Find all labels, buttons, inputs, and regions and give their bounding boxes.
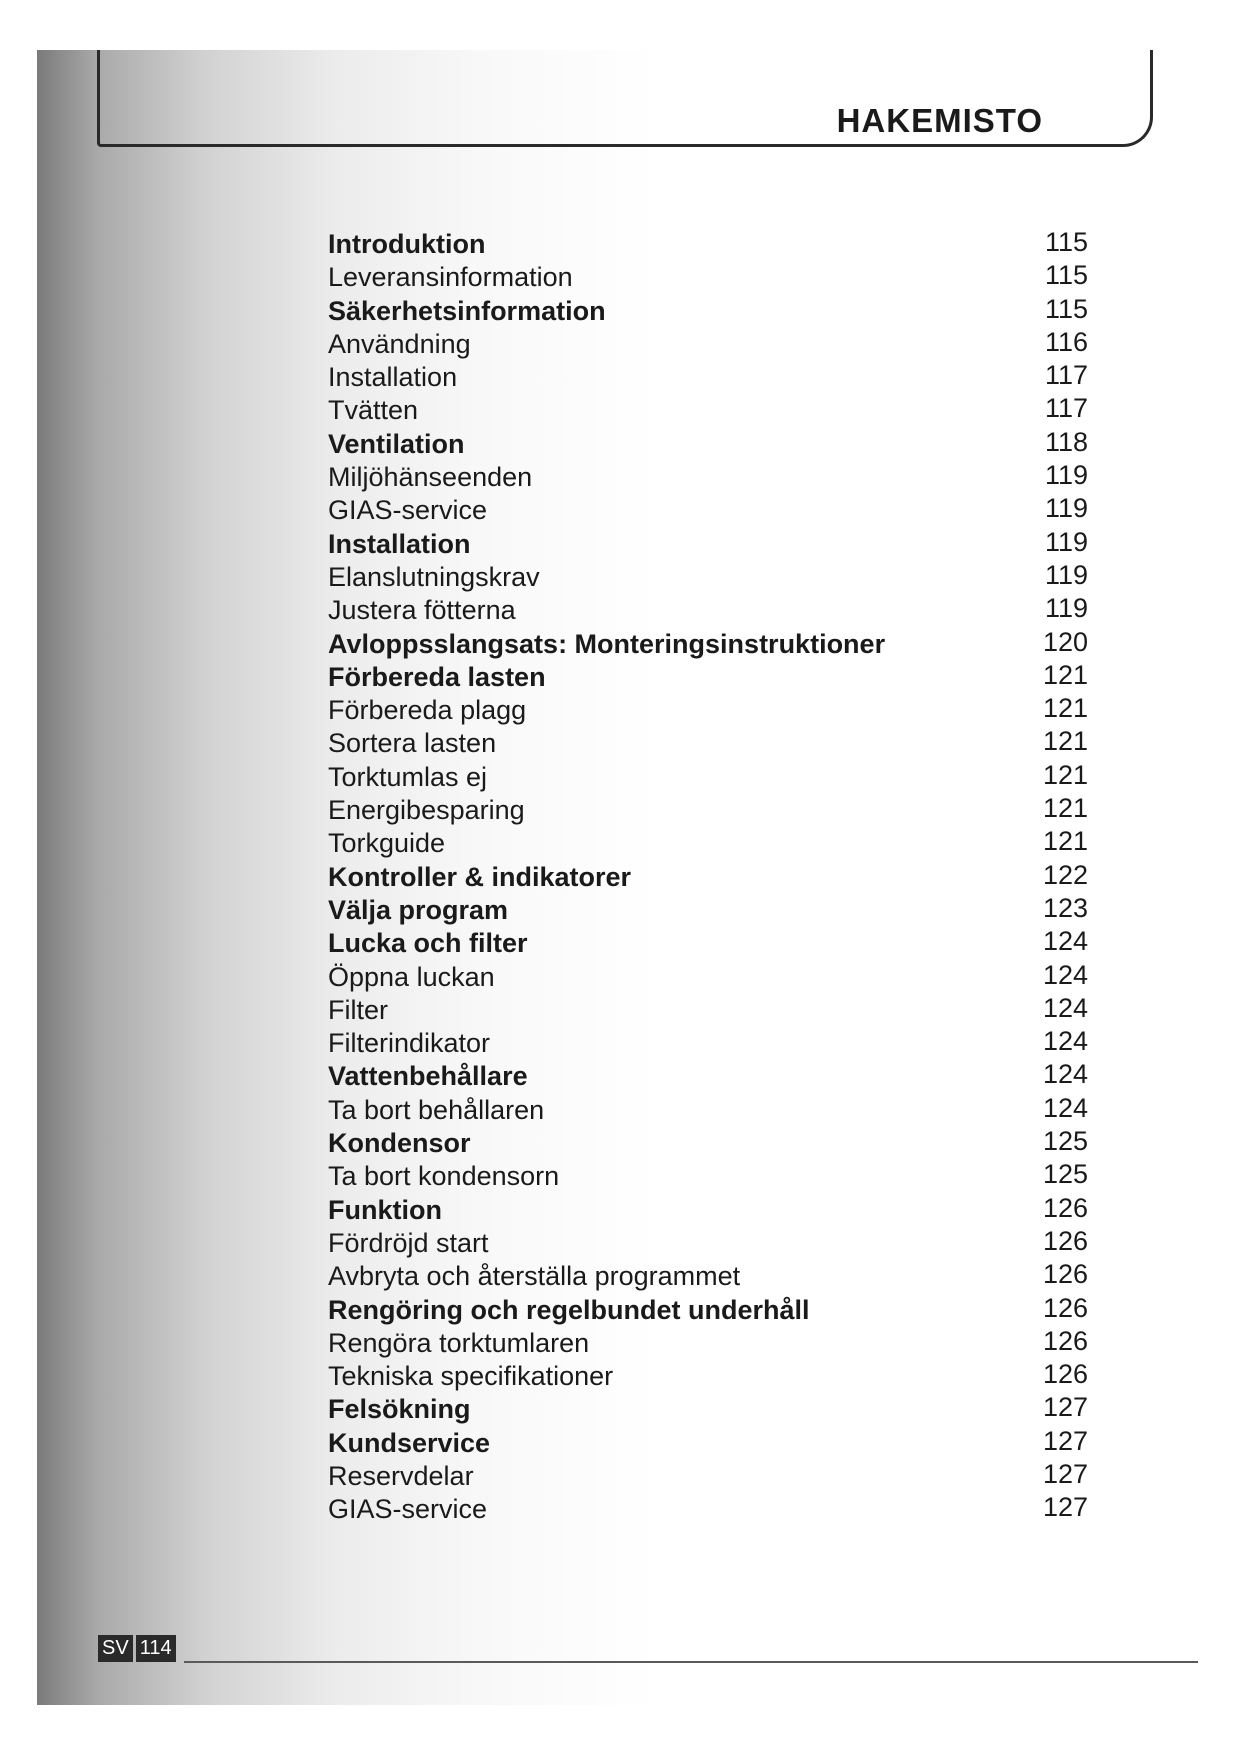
toc-entry-title: Kundservice <box>328 1427 491 1458</box>
toc-entry <box>328 1027 1088 1060</box>
toc-entry <box>328 361 1088 394</box>
toc-entry-page: 123 <box>1042 892 1088 923</box>
toc-entry <box>328 1427 1088 1460</box>
toc-entry <box>328 295 1088 328</box>
toc-entry <box>328 1393 1088 1426</box>
toc-entry-page: 126 <box>1042 1292 1088 1323</box>
toc-entry-page: 115 <box>1044 260 1088 291</box>
toc-entry-page: 124 <box>1042 959 1088 990</box>
toc-entry <box>328 1127 1088 1160</box>
toc-entry-title: Torktumlas ej <box>328 761 488 792</box>
toc-entry <box>328 628 1088 661</box>
toc-entry <box>328 528 1088 561</box>
toc-entry-page: 122 <box>1042 859 1088 890</box>
toc-entry-title: Installation <box>328 528 471 559</box>
toc-entry <box>328 661 1088 694</box>
toc-entry-page: 121 <box>1042 793 1088 824</box>
footer-badge <box>98 1635 176 1662</box>
toc-entry-title: Förbereda lasten <box>328 661 546 692</box>
toc-entry <box>328 927 1088 960</box>
toc-entry-title: Kontroller & indikatorer <box>328 861 632 892</box>
toc-entry-page: 118 <box>1044 426 1088 457</box>
toc-entry-title: Vattenbehållare <box>328 1061 528 1092</box>
toc-entry-page: 126 <box>1042 1192 1088 1223</box>
toc-entry-title: Tekniska specifikationer <box>328 1361 614 1392</box>
language-badge: SV <box>98 1635 133 1662</box>
toc-entry-page: 119 <box>1044 593 1088 624</box>
toc-entry <box>328 1160 1088 1193</box>
toc-entry <box>328 727 1088 760</box>
toc-entry <box>328 1460 1088 1493</box>
toc-entry-page: 121 <box>1042 726 1088 757</box>
toc-entry-page: 119 <box>1044 460 1088 491</box>
toc-entry <box>328 827 1088 860</box>
toc-entry-title: Avbryta och återställa programmet <box>328 1261 741 1292</box>
toc-entry-title: Felsökning <box>328 1394 471 1425</box>
toc-entry <box>328 1294 1088 1327</box>
toc-entry-title: Elanslutningskrav <box>328 561 540 592</box>
toc-entry-title: Kondensor <box>328 1128 471 1159</box>
toc-entry-page: 115 <box>1044 293 1088 324</box>
toc-entry-title: Lucka och filter <box>328 928 528 959</box>
page-title: HAKEMISTO <box>836 102 1043 139</box>
toc-entry-title: Justera fötterna <box>328 595 516 626</box>
toc-entry <box>328 1493 1088 1526</box>
toc-entry-title: GIAS-service <box>328 495 488 526</box>
toc-entry-title: Funktion <box>328 1194 442 1225</box>
toc-entry-title: Ta bort behållaren <box>328 1094 545 1125</box>
toc-entry-title: Säkerhetsinformation <box>328 295 606 326</box>
toc-entry <box>328 761 1088 794</box>
toc-entry <box>328 994 1088 1027</box>
toc-entry-title: Avloppsslangsats: Monteringsinstruktioner <box>328 628 886 659</box>
toc-entry-title: Fördröjd start <box>328 1227 489 1258</box>
toc-entry-page: 124 <box>1042 992 1088 1023</box>
toc-entry-page: 121 <box>1042 759 1088 790</box>
toc-entry-page: 127 <box>1042 1392 1088 1423</box>
toc-entry <box>328 1227 1088 1260</box>
toc-entry-title: Reservdelar <box>328 1460 474 1491</box>
toc-entry-page: 119 <box>1044 493 1088 524</box>
toc-entry-page: 126 <box>1042 1225 1088 1256</box>
toc-entry-page: 116 <box>1044 326 1088 357</box>
toc-entry-page: 121 <box>1042 659 1088 690</box>
toc-entry <box>328 428 1088 461</box>
toc-entry-title: Filter <box>328 994 388 1025</box>
toc-entry-title: Leveransinformation <box>328 262 573 293</box>
toc-entry-title: Förbereda plagg <box>328 695 527 726</box>
toc-entry <box>328 494 1088 527</box>
toc-entry-page: 121 <box>1042 826 1088 857</box>
toc-entry-title: Välja program <box>328 894 509 925</box>
toc-entry-page: 119 <box>1044 559 1088 590</box>
toc-entry-page: 126 <box>1042 1259 1088 1290</box>
toc-entry <box>328 1327 1088 1360</box>
toc-entry-title: Tvätten <box>328 395 419 426</box>
toc-entry-page: 115 <box>1044 227 1088 257</box>
toc-entry-page: 117 <box>1044 360 1088 391</box>
toc-entry-title: Introduktion <box>328 229 486 259</box>
toc-entry-title: Sortera lasten <box>328 728 497 759</box>
toc-entry-title: Ventilation <box>328 428 465 459</box>
toc-entry-page: 119 <box>1044 526 1088 557</box>
toc-entry-page: 127 <box>1042 1425 1088 1456</box>
toc-entry-page: 127 <box>1042 1458 1088 1489</box>
toc-entry <box>328 594 1088 627</box>
toc-entry-page: 120 <box>1042 626 1088 657</box>
toc-entry-title: GIAS-service <box>328 1494 488 1525</box>
toc-entry <box>328 1360 1088 1393</box>
toc-entry-page: 124 <box>1042 926 1088 957</box>
toc-entry <box>328 794 1088 827</box>
toc-entry-title: Ta bort kondensorn <box>328 1161 560 1192</box>
toc-entry <box>328 861 1088 894</box>
toc-entry-page: 121 <box>1042 693 1088 724</box>
footer-divider <box>184 1661 1198 1663</box>
toc-entry-page: 117 <box>1044 393 1088 424</box>
toc-entry-title: Energibesparing <box>328 795 525 826</box>
toc-entry-title: Rengöring och regelbundet underhåll <box>328 1294 810 1325</box>
toc-entry-title: Torkguide <box>328 828 446 859</box>
toc-entry <box>328 561 1088 594</box>
toc-entry-page: 126 <box>1042 1359 1088 1390</box>
toc-entry <box>328 328 1088 361</box>
toc-entry-title: Rengöra torktumlaren <box>328 1327 590 1358</box>
toc-entry <box>328 1260 1088 1293</box>
toc-entry <box>328 961 1088 994</box>
toc-entry-page: 126 <box>1042 1325 1088 1356</box>
toc-entry <box>328 261 1088 294</box>
toc-entry-title: Öppna luckan <box>328 961 495 992</box>
toc-entry <box>328 1094 1088 1127</box>
toc-entry-title: Miljöhänseenden <box>328 462 533 493</box>
toc-entry-page: 124 <box>1042 1092 1088 1123</box>
toc-entry <box>328 461 1088 494</box>
toc-entry <box>328 394 1088 427</box>
toc-entry-title: Användning <box>328 328 471 359</box>
toc-entry-title: Installation <box>328 362 458 393</box>
toc-entry-page: 124 <box>1042 1059 1088 1090</box>
toc-entry <box>328 228 1088 261</box>
toc-entry-page: 125 <box>1042 1126 1088 1157</box>
toc-entry <box>328 1194 1088 1227</box>
toc-entry <box>328 894 1088 927</box>
toc-entry-page: 125 <box>1042 1159 1088 1190</box>
page-number-badge: 114 <box>136 1635 176 1662</box>
toc-entry-page: 124 <box>1042 1026 1088 1057</box>
toc-entry <box>328 1060 1088 1093</box>
toc-entry-title: Filterindikator <box>328 1028 491 1059</box>
toc-entry-page: 127 <box>1042 1492 1088 1523</box>
toc-entry <box>328 694 1088 727</box>
table-of-contents <box>328 228 1088 1527</box>
